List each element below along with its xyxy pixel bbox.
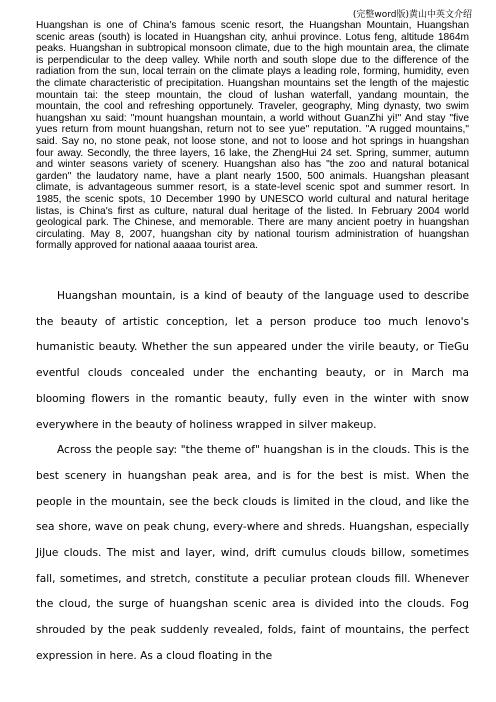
intro-paragraph: Huangshan is one of China's famous scenic resort, the Huangshan Mountain, Huangshan scenic areas (south) is located in Huangshan city, anhui province. Lotus feng, altitude 1864m peaks. Huangshan in subtropical monsoon climate, due to the high mountain area, the climate is perpendicular to the deep valley. While north and south slope due to the difference of the radiation from the sun, local terrain on the climate plays a leading role, forming, humidity, even the climate characteristic of precipitation. Huangshan mountains set the length of the majestic mountain tai: the steep mountain, the cloud of lushan waterfall, yandang mountain, the mountain, the cool and refreshing opportunely. Traveler, geography, Ming dynasty, two swim huangshan xu said: "mount huangshan mountain, a world without GuanZhi yi!" And stay "five yues return from mount huangshan, return not to see yue" reputation. "A rugged mountains," said. Say no, no stone peak, not loose stone, and not to loose and hot springs in huangshan four away. Secondly, the three layers, 16 lake, the ZhengHui 24 set. Spring, summer, autumn and winter seasons variety of scenery. Huangshan also has "the zoo and natural botanical garden" the laudatory name, have a plant nearly 1500, 500 animals. Huangshan pleasant climate, is advantageous summer resort, is a state-level scenic spot and summer resort. In 1985, the scenic spots, 10 December 1990 by UNESCO world cultural and natural heritage listas, is China's first as culture, natural dual heritage of the listed. In February 2004 world geological park. The Chinese, and memorable. There are many ancient poetry in huangshan circulating. May 8, 2007, huangshan city by national tourism administration of huangshan formally approved for national aaaaa tourist area. bbox=[36, 20, 469, 252]
body-text bbox=[36, 284, 469, 670]
body-paragraph: Huangshan mountain, is a kind of beauty of the language used to describe the beauty of artistic conception, let a person produce too much lenovo's humanistic beauty. Whether the sun appeared under the virile beauty, or TieGu eventful clouds concealed under the enchanting beauty, or in March ma blooming flowers in the romantic beauty, fully even in the winter with snow everywhere in the beauty of holiness wrapped in silver makeup. bbox=[36, 290, 469, 431]
document-header-title: (完整word版)黄山中英文介绍 bbox=[352, 10, 472, 20]
body-paragraph: Across the people say: "the theme of" huangshan is in the clouds. This is the best scenery in huangshan peak area, and is for the best is mist. When the people in the mountain, see the beck clouds is limited in the cloud, and like the sea shore, wave on peak chung, every-where and shreds. Huangshan, especially JiJue clouds. The mist and layer, wind, drift cumulus clouds billow, sometimes fall, sometimes, and stretch, constitute a peculiar protean clouds fill. Whenever the cloud, the surge of huangshan scenic area is divided into the clouds. Fog shrouded by the peak suddenly revealed, folds, faint of mountains, the perfect expression in here. As a cloud floating in the bbox=[36, 444, 469, 662]
